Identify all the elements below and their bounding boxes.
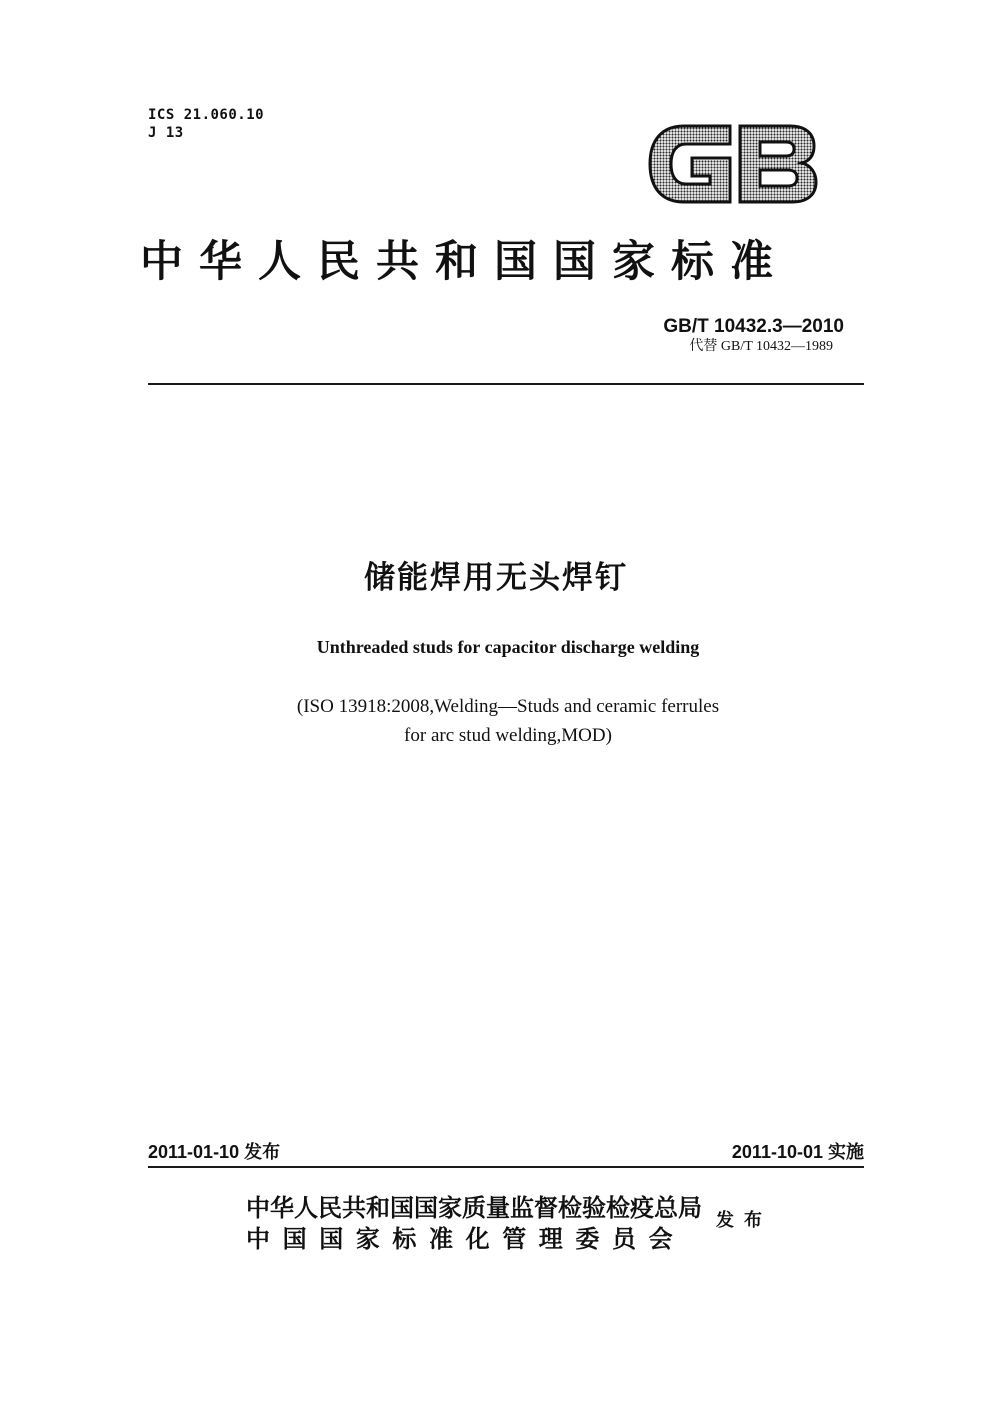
- standard-number: GB/T 10432.3—2010: [663, 316, 844, 337]
- classification-codes: [148, 106, 264, 142]
- publish-label: 发布: [716, 1210, 772, 1231]
- implementation-date: 2011-10-01 实施: [731, 1142, 864, 1162]
- basis-line-2: for arc stud welding,MOD): [404, 725, 612, 746]
- footer-divider: [148, 1166, 864, 1168]
- issuer-sac: 中国国家标准化管理委员会: [246, 1225, 686, 1253]
- standard-number-block: [663, 316, 844, 356]
- international-basis: [0, 692, 992, 750]
- logo-text: GB: [732, 172, 734, 173]
- basis-line-1: (ISO 13918:2008,Welding—Studs and ceramic ferrules: [296, 696, 720, 717]
- header-divider: [148, 383, 864, 385]
- document-title-zh: 储能焊用无头焊钉: [364, 560, 628, 596]
- replaced-standard: 代替 GB/T 10432—1989: [689, 339, 834, 354]
- ics-code: ICS 21.060.10: [148, 107, 265, 123]
- national-standard-title: 中华人民共和国国家标准: [140, 237, 789, 287]
- document-title-en: Unthreaded studs for capacitor discharge welding: [316, 637, 700, 657]
- gb-logo-icon: [644, 118, 820, 210]
- issue-date: 2011-01-10 发布: [148, 1142, 281, 1162]
- issuer-aqsiq: 中华人民共和国国家质量监督检验检疫总局: [246, 1194, 702, 1222]
- ccs-code: J 13: [148, 125, 184, 141]
